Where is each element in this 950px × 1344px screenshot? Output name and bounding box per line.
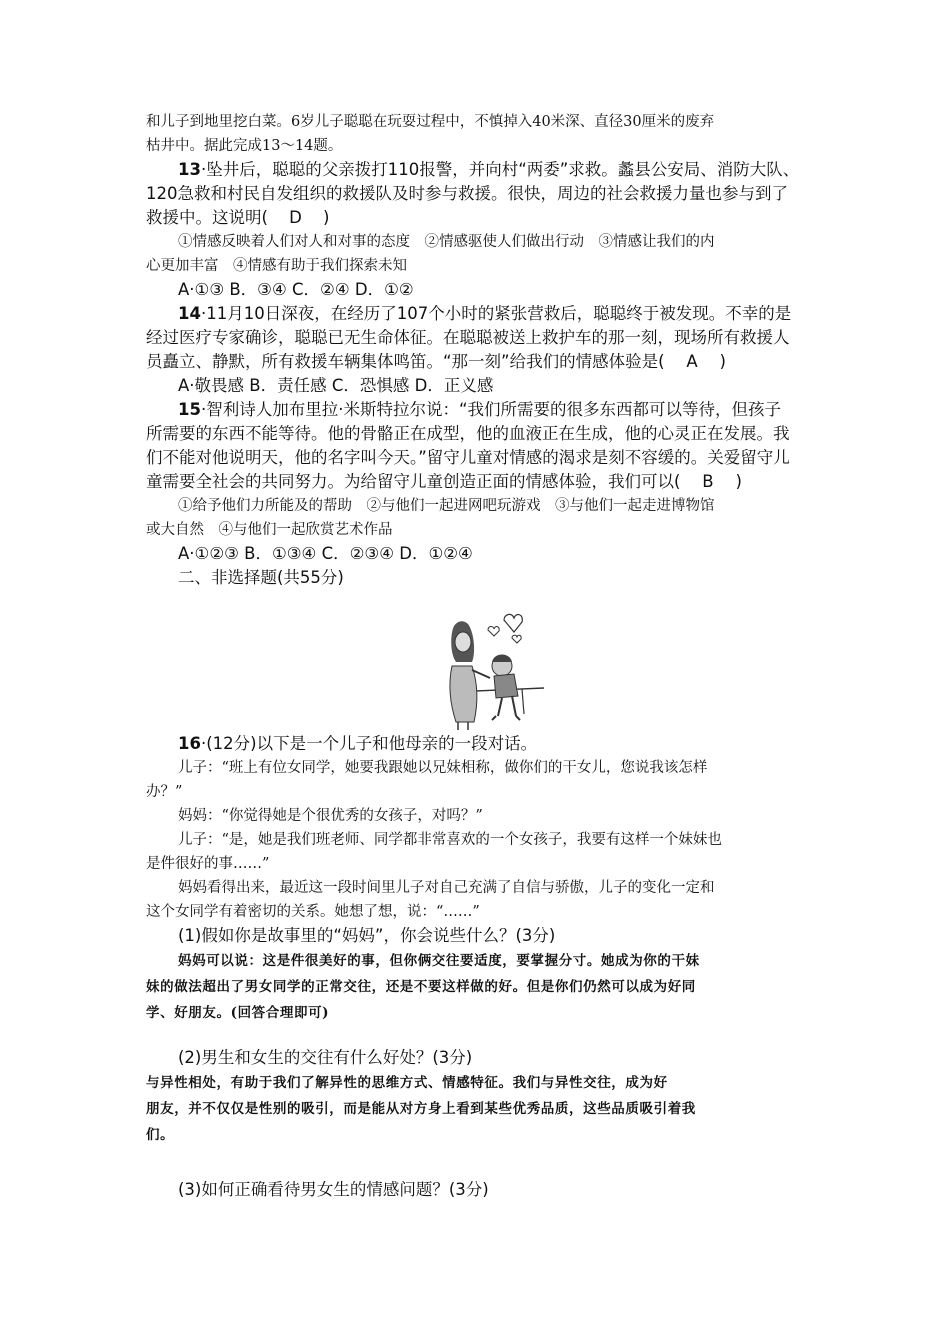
q13-stem: 13·坠井后，聪聪的父亲拨打110报警，并向村“两委”求救。蠡县公安局、消防大队、	[178, 160, 800, 179]
q16-sub1-answer: 妹的做法超出了男女同学的正常交往，还是不要这样做的好。但是你们仍然可以成为好同	[146, 979, 696, 995]
q15-stem: 15·智利诗人加布里拉·米斯特拉尔说：“我们所需要的很多东西都可以等待，但孩子	[178, 400, 782, 419]
dialogue-line: 办？”	[146, 784, 183, 800]
q15-statements: ①给予他们力所能及的帮助 ②与他们一起进网吧玩游戏 ③与他们一起走进博物馆	[178, 498, 715, 514]
heart-icon	[512, 635, 521, 643]
q15-options: A·①②③ B．①③④ C．②③④ D．①②④	[178, 544, 473, 563]
q16-sub2-question: (2)男生和女生的交往有什么好处？(3分)	[178, 1048, 473, 1067]
q13-statements: 心更加丰富 ④情感有助于我们探索未知	[146, 258, 407, 274]
section-heading: 二、非选择题(共55分)	[178, 568, 344, 587]
q15-stem: 所需要的东西不能等待。他的骨骼正在成型，他的血液正在生成，他的心灵正在发展。我	[146, 424, 790, 443]
intro-line: 和儿子到地里挖白菜。6岁儿子聪聪在玩耍过程中，不慎掉入40米深、直径30厘米的废弃	[146, 114, 715, 130]
heart-icon	[504, 614, 522, 632]
q16-sub1-answer: 学、好朋友。(回答合理即可)	[146, 1005, 330, 1021]
spacer	[146, 1026, 810, 1046]
q13-options: A·①③ B．③④ C．②④ D．①②	[178, 280, 414, 299]
dialogue-line: 妈妈：“你觉得她是个很优秀的女孩子，对吗？”	[178, 808, 483, 824]
q15-answer: B	[702, 472, 714, 491]
q15-stem: 童需要全社会的共同努力。为给留守儿童创造正面的情感体验，我们可以( B )	[146, 470, 810, 494]
q15-statements: 或大自然 ④与他们一起欣赏艺术作品	[146, 522, 393, 538]
heart-icon	[488, 626, 499, 636]
dialogue-line: 这个女同学有着密切的关系。她想了想，说：“……”	[146, 904, 480, 920]
q16-sub1-answer: 妈妈可以说：这是件很美好的事，但你俩交往要适度，要掌握分寸。她成为你的干妹	[178, 953, 700, 969]
q13-stem: 救援中。这说明( D )	[146, 206, 810, 230]
illustration-girl-boy-hearts	[432, 604, 552, 730]
intro-line: 枯井中。据此完成13～14题。	[146, 138, 343, 154]
dialogue-line: 儿子：“班上有位女同学，她要我跟她以兄妹相称，做你们的干女儿，您说我该怎样	[178, 760, 708, 776]
q13-stem: 120急救和村民自发组织的救援队及时参与救援。很快，周边的社会救援力量也参与到了	[146, 184, 788, 203]
q13-number: 13	[178, 160, 201, 179]
q16-sub3-question: (3)如何正确看待男女生的情感问题？(3分)	[178, 1180, 489, 1199]
q13-statements: ①情感反映着人们对人和对事的态度 ②情感驱使人们做出行动 ③情感让我们的内	[178, 234, 715, 250]
dialogue-line: 儿子：“是，她是我们班老师、同学都非常喜欢的一个女孩子，我要有这样一个妹妹也	[178, 832, 722, 848]
q14-stem: 14·11月10日深夜，在经历了107个小时的紧张营救后，聪聪终于被发现。不幸的是	[178, 304, 792, 323]
q16-sub1-question: (1)假如你是故事里的“妈妈”，你会说些什么？(3分)	[178, 926, 556, 945]
q15-stem: 们不能对他说明天，他的名字叫今天。”留守儿童对情感的渴求是刻不容缓的。关爱留守儿	[146, 448, 790, 467]
q16-stem: 16·(12分)以下是一个儿子和他母亲的一段对话。	[178, 734, 538, 753]
q16-sub2-answer: 们。	[146, 1127, 175, 1143]
q16-sub2-answer: 与异性相处，有助于我们了解异性的思维方式、情感特征。我们与异性交往，成为好	[146, 1075, 668, 1091]
q16-number: 16	[178, 734, 201, 753]
q16-sub2-answer: 朋友，并不仅仅是性别的吸引，而是能从对方身上看到某些优秀品质，这些品质吸引着我	[146, 1101, 696, 1117]
q14-number: 14	[178, 304, 201, 323]
q15-number: 15	[178, 400, 201, 419]
dialogue-line: 是件很好的事……”	[146, 856, 270, 872]
q14-stem: 员矗立、静默，所有救援车辆集体鸣笛。“那一刻”给我们的情感体验是( A )	[146, 350, 810, 374]
q14-options: A·敬畏感 B．责任感 C．恐惧感 D．正义感	[178, 376, 494, 395]
spacer	[146, 1148, 810, 1178]
dialogue-line: 妈妈看得出来，最近这一段时间里儿子对自己充满了自信与骄傲，儿子的变化一定和	[178, 880, 715, 896]
q14-answer: A	[686, 352, 698, 371]
q14-stem: 经过医疗专家确诊，聪聪已无生命体征。在聪聪被送上救护车的那一刻，现场所有救援人	[146, 328, 790, 347]
q13-answer: D	[289, 208, 302, 227]
